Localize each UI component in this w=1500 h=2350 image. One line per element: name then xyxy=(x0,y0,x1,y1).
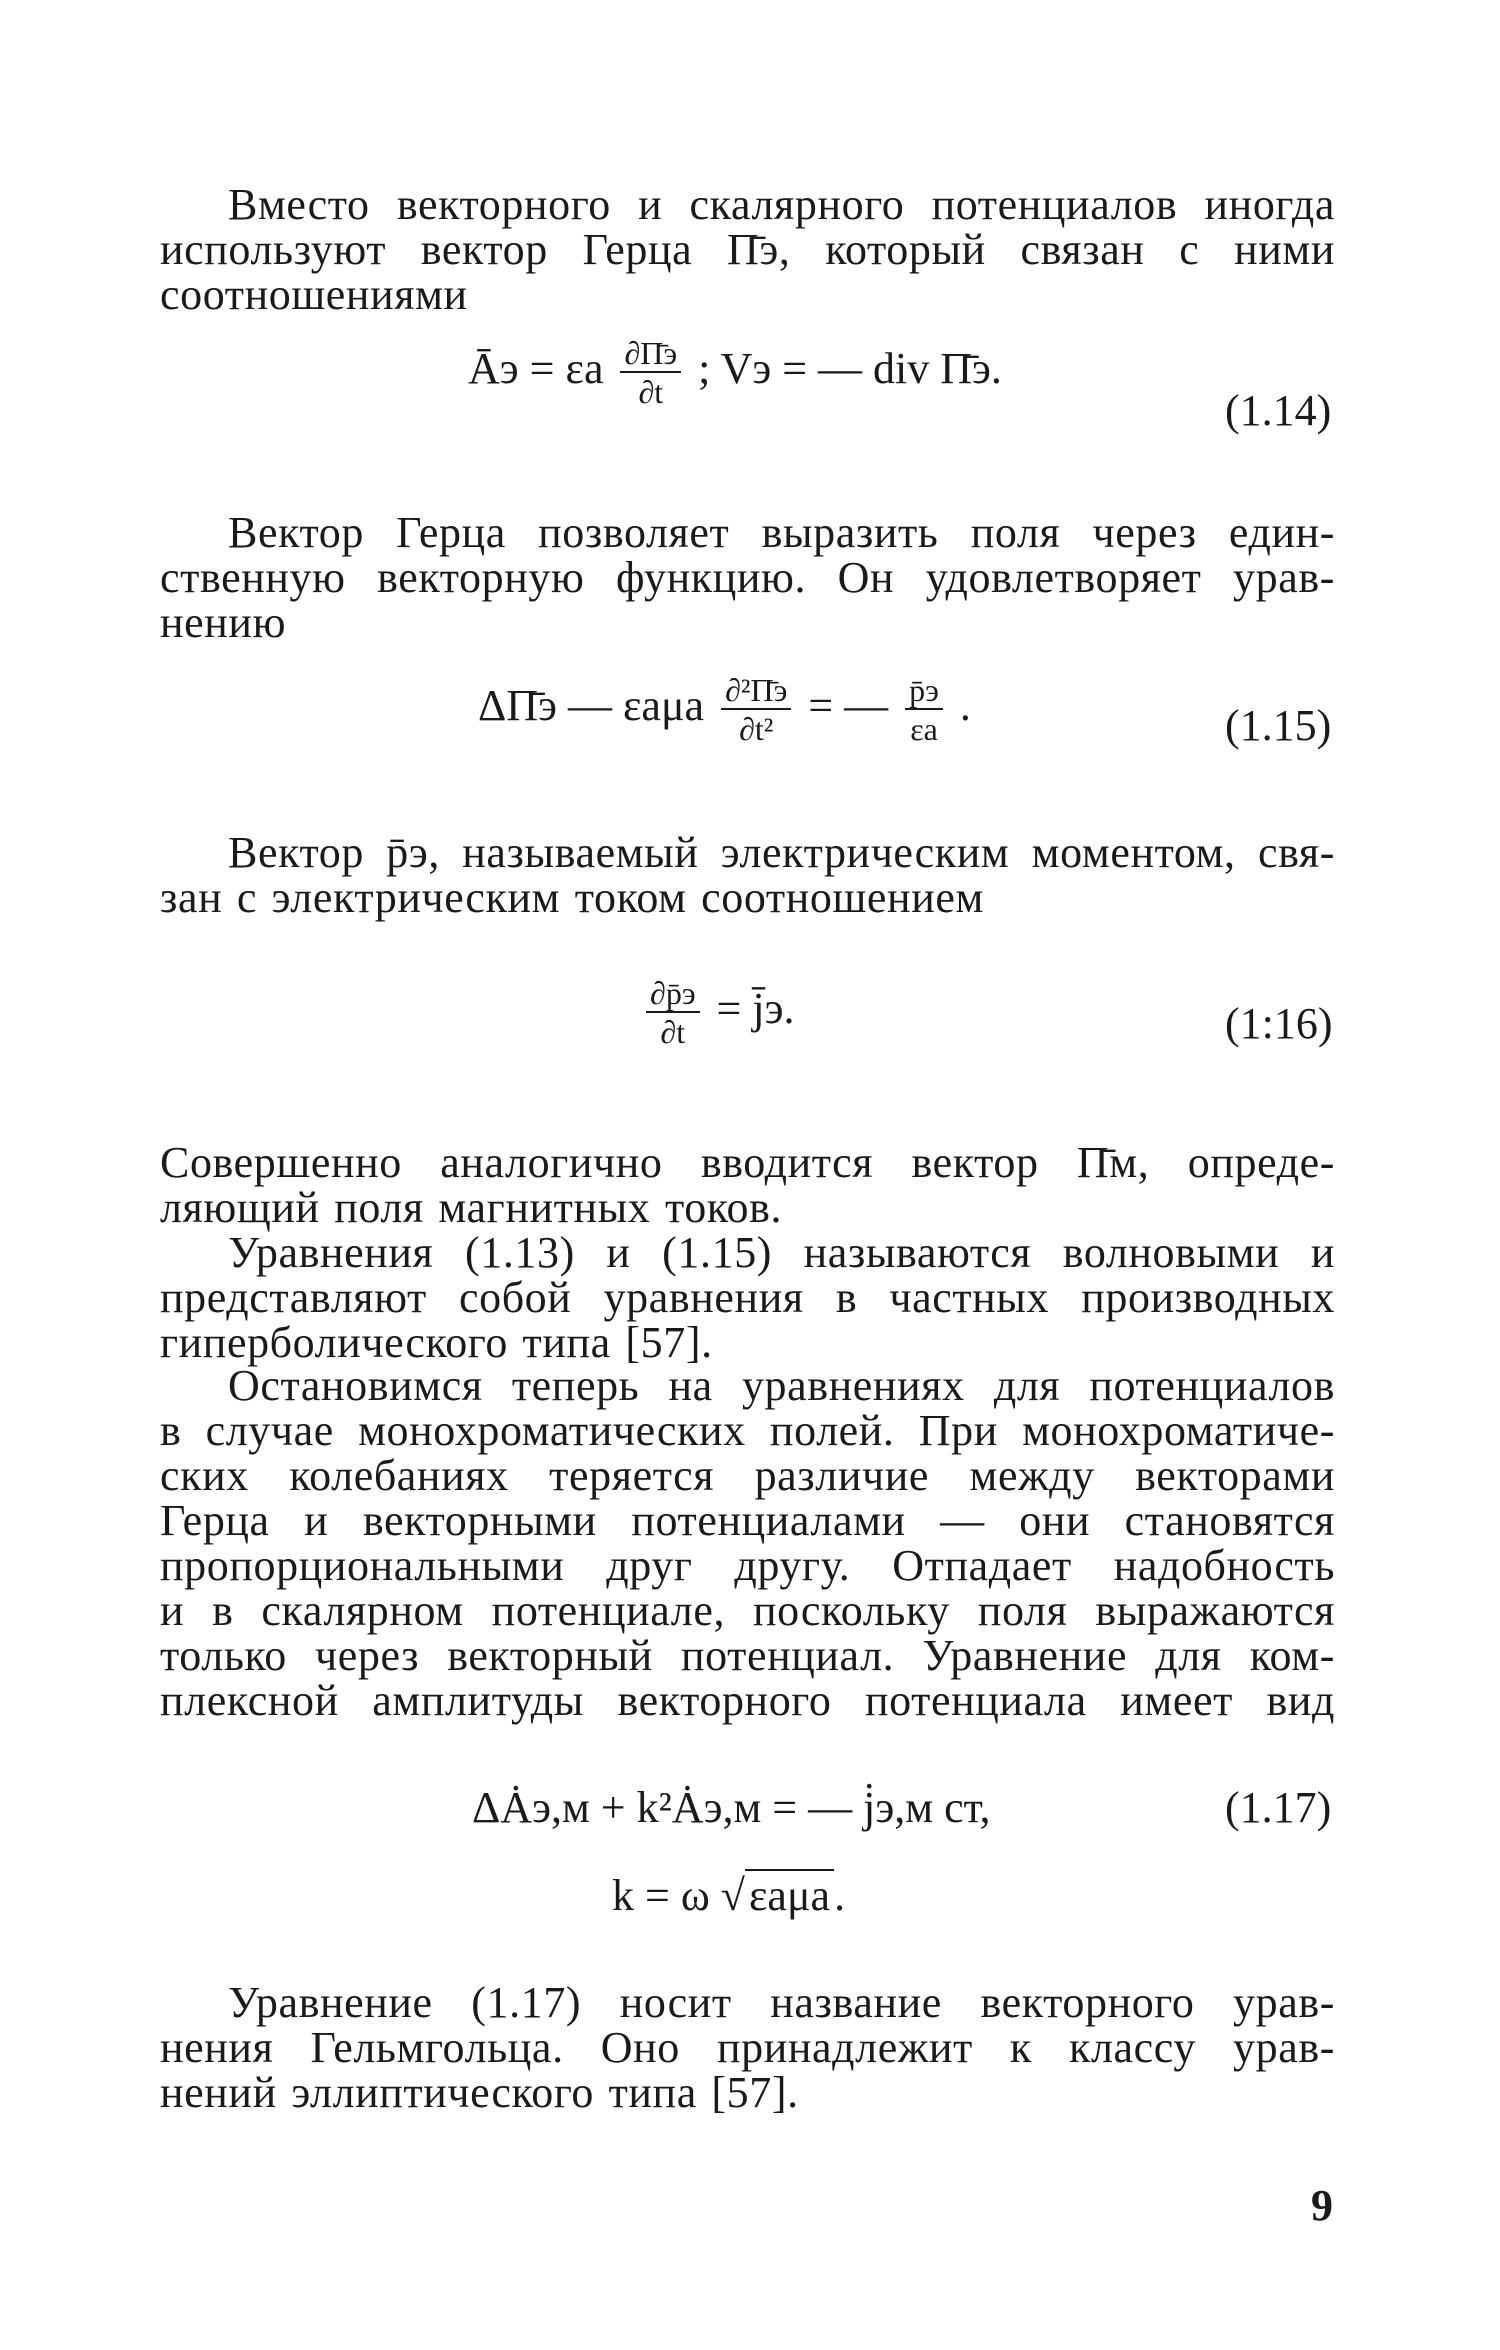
text-line: Вектор Герца позволяет выразить поля через един- xyxy=(228,508,1335,557)
text-line: зан с электрическим током соотношением xyxy=(160,873,984,922)
text-line: нению xyxy=(160,598,287,647)
fraction xyxy=(905,672,943,748)
paragraph-monochromatic xyxy=(160,1363,1335,1723)
text-line: Вместо векторного и скалярного потенциалов иногда xyxy=(228,180,1335,229)
text-line: Герца и векторными потенциалами — они становятся xyxy=(160,1496,1335,1545)
eq-term: . xyxy=(959,681,971,731)
eq-term: ; Vэ = — div П̄э. xyxy=(698,344,1002,394)
eq-term: k = ω xyxy=(612,1871,710,1920)
text-line: используют вектор Герца П̄э, который связан с ними xyxy=(160,225,1335,274)
paragraph-hertz-vector xyxy=(160,510,1335,645)
equation-number: (1.15) xyxy=(1225,701,1332,750)
text-line: нений эллиптического типа [57]. xyxy=(160,2068,799,2117)
fraction-denominator: ∂t² xyxy=(739,711,774,747)
text-line: нения Гельмгольца. Оно принадлежит к классу урав- xyxy=(160,2023,1335,2072)
fraction xyxy=(620,335,681,411)
eq-term: ΔП̄э — εaμa xyxy=(478,681,705,731)
eq-term: = — xyxy=(808,681,889,731)
equation-1-14 xyxy=(468,335,1002,411)
text-line: плексной амплитуды векторного потенциала имеет вид xyxy=(160,1676,1335,1725)
sqrt-symbol: √ xyxy=(720,1871,745,1920)
fraction-denominator: ∂t xyxy=(638,374,664,410)
paragraph-helmholtz xyxy=(160,1980,1335,2115)
paragraph-hertz-intro xyxy=(160,182,1335,317)
page-number: 9 xyxy=(1311,2181,1333,2230)
equation-1-17: ΔȦэ,м + k²Ȧэ,м = — j̇э,м ст, xyxy=(472,1783,991,1832)
text-line: Остановимся теперь на уравнениях для потенциалов xyxy=(228,1361,1335,1410)
text-line: ских колебаниях теряется различие между векторами xyxy=(160,1451,1335,1500)
fraction-denominator: ∂t xyxy=(660,1014,686,1050)
fraction-denominator: εa xyxy=(910,711,938,747)
equation-wavenumber xyxy=(612,1870,845,1921)
fraction-numerator: p̄э xyxy=(905,672,943,710)
text-line: только через векторный потенциал. Уравнение для ком- xyxy=(160,1631,1335,1680)
equation-number: (1:16) xyxy=(1225,999,1333,1048)
equation-number: (1.14) xyxy=(1225,386,1332,435)
paragraph-magnetic-vector xyxy=(160,1140,1335,1230)
fraction-numerator: ∂p̄э xyxy=(646,975,700,1013)
fraction xyxy=(721,672,791,748)
eq-term: Āэ = εa xyxy=(468,344,604,394)
fraction-numerator: ∂П̄э xyxy=(620,335,681,373)
text-line: гиперболического типа [57]. xyxy=(160,1318,713,1367)
text-line: Уравнения (1.13) и (1.15) называются волновыми и xyxy=(228,1228,1335,1277)
equation-1-15 xyxy=(478,672,971,748)
equation-1-16 xyxy=(640,975,794,1051)
text-line: пропорциональными друг другу. Отпадает надобность xyxy=(160,1541,1335,1590)
text-line: Совершенно аналогично вводится вектор П̄м, опреде- xyxy=(160,1138,1335,1187)
eq-term: = j̄э. xyxy=(716,984,795,1034)
text-line: Вектор p̄э, называемый электрическим моментом, свя- xyxy=(228,828,1335,877)
text-line: соотношениями xyxy=(160,270,468,319)
eq-term: . xyxy=(834,1871,846,1920)
text-line: в случае монохроматических полей. При монохроматиче- xyxy=(160,1406,1335,1455)
paragraph-wave-equations xyxy=(160,1230,1335,1365)
equation-number: (1.17) xyxy=(1225,1783,1332,1832)
fraction-numerator: ∂²П̄э xyxy=(721,672,791,710)
text-line: представляют собой уравнения в частных производных xyxy=(160,1273,1335,1322)
text-line: и в скалярном потенциале, поскольку поля выражаются xyxy=(160,1586,1335,1635)
text-line: ляющий поля магнитных токов. xyxy=(160,1183,783,1232)
text-line: ственную векторную функцию. Он удовлетворяет урав- xyxy=(160,553,1335,602)
paragraph-electric-moment xyxy=(160,830,1335,920)
text-line: Уравнение (1.17) носит название векторного урав- xyxy=(228,1978,1335,2027)
fraction xyxy=(646,975,700,1051)
sqrt-radicand: εaμa xyxy=(745,1869,834,1920)
